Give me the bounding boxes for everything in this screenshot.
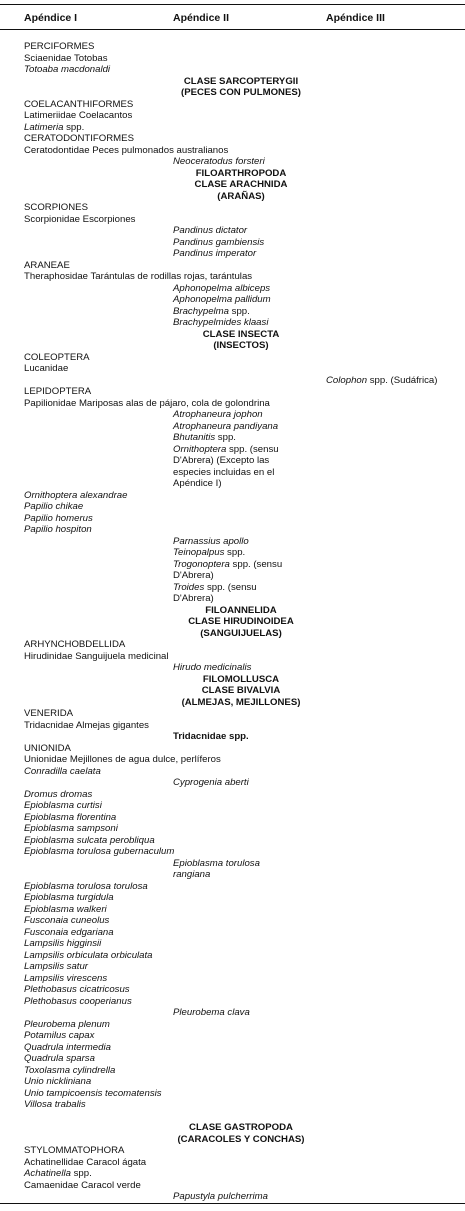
appendix-1-entry: Achatinellidae Caracol ágata: [24, 1156, 147, 1168]
table-row: [0, 835, 465, 847]
table-row: [0, 685, 465, 697]
appendix-2-entry: Pandinus gambiensis: [173, 236, 265, 248]
appendix-2-entry: Epioblasma torulosa: [173, 857, 260, 869]
table-row: [0, 145, 465, 157]
table-row: [0, 202, 465, 214]
appendix-1-entry: Epioblasma florentina: [24, 811, 117, 823]
appendix-2-entry: D'Abrera): [173, 570, 214, 581]
taxon-name: Ornithoptera: [173, 443, 227, 455]
appendix-1-entry: Toxolasma cylindrella: [24, 1064, 116, 1076]
appendix-2-entry: rangiana: [173, 869, 211, 880]
appendix-1-entry: ARANEAE: [24, 259, 70, 271]
table-row: [0, 616, 465, 628]
appendix-2-entry: especies incluidas en el: [173, 466, 275, 478]
taxon-suffix: spp.: [224, 547, 246, 558]
table-row: [0, 973, 465, 985]
appendix-1-entry: Totoaba macdonaldi: [24, 64, 111, 75]
taxon-name: Colophon: [326, 374, 368, 386]
table-row: [0, 731, 465, 743]
taxon-name: Latimeria: [24, 121, 64, 133]
table-row: [0, 214, 465, 226]
table-row: [0, 1042, 465, 1054]
appendix-2-entry: D'Abrera): [173, 593, 214, 604]
taxon-name: Teinopalpus: [173, 547, 225, 558]
table-row: [0, 1007, 465, 1019]
table-row: [0, 455, 465, 467]
table-bottom-rule: [0, 1203, 465, 1204]
table-row: [0, 1122, 465, 1134]
table-row: [0, 386, 465, 398]
table-row: [0, 375, 465, 387]
table-row: [0, 628, 465, 640]
table-row: [0, 582, 465, 594]
appendix-2-entry: [173, 582, 257, 594]
table-row: [0, 938, 465, 950]
table-row: [0, 478, 465, 490]
table-row: [0, 329, 465, 341]
table-row: [0, 53, 465, 65]
taxon-suffix: spp. (sensu: [229, 558, 283, 570]
table-row: [0, 777, 465, 789]
appendix-1-entry: ARHYNCHOBDELLIDA: [24, 639, 126, 650]
class-heading: (PECES CON PULMONES): [181, 87, 301, 98]
table-row: [0, 306, 465, 318]
table-row: [0, 881, 465, 893]
table-header: [0, 0, 465, 28]
table-row: [0, 1099, 465, 1111]
table-row: [0, 904, 465, 916]
appendix-1-entry: Plethobasus cicatricosus: [24, 984, 130, 995]
table-row: [0, 260, 465, 272]
appendix-2-entry: Atrophaneura pandiyana: [173, 420, 279, 432]
appendix-2-entry: [173, 306, 250, 318]
header-appendix-3: Apéndice III: [326, 12, 385, 24]
table-row: [0, 1065, 465, 1077]
taxon-suffix: spp.: [70, 1168, 92, 1179]
taxon-name: Achatinella: [24, 1168, 71, 1179]
table-row: [0, 605, 465, 617]
appendix-1-entry: UNIONIDA: [24, 742, 71, 754]
appendix-1-entry: Lampsilis satur: [24, 961, 88, 972]
appendix-2-entry: Atrophaneura jophon: [173, 409, 263, 420]
table-row: [0, 593, 465, 605]
table-row: [0, 915, 465, 927]
table-row: [0, 340, 465, 352]
class-heading: (ALMEJAS, MEJILLONES): [181, 696, 301, 708]
table-row: [0, 1168, 465, 1180]
table-row: [0, 409, 465, 421]
table-row: [0, 662, 465, 674]
taxon-suffix: spp. (sensu: [226, 443, 279, 455]
taxon-suffix: spp. (Sudáfrica): [367, 374, 438, 386]
table-row: [0, 179, 465, 191]
class-heading: CLASE INSECTA: [202, 328, 280, 340]
appendix-1-entry: Lampsilis orbiculata orbiculata: [24, 949, 153, 961]
appendix-2-entry: D'Abrera) (Excepto las: [173, 455, 270, 466]
table-row: [0, 524, 465, 536]
table-row: [0, 317, 465, 329]
appendix-1-entry: STYLOMMATOPHORA: [24, 1145, 125, 1156]
class-heading: CLASE GASTROPODA: [189, 1122, 293, 1133]
table-row: [0, 950, 465, 962]
appendix-1-entry: Papilionidae Mariposas alas de pájaro, cola de golondrina: [24, 397, 270, 409]
table-row: [0, 271, 465, 283]
table-row: [0, 536, 465, 548]
taxon-suffix: spp.: [215, 432, 236, 443]
table-row: [0, 789, 465, 801]
taxon-name: Brachypelma: [173, 305, 229, 317]
table-row: [0, 743, 465, 755]
appendix-1-entry: Fusconaia cuneolus: [24, 915, 110, 926]
table-row: [0, 984, 465, 996]
table-row: [0, 846, 465, 858]
taxon-name: Trogonoptera: [173, 558, 230, 570]
table-row: [0, 812, 465, 824]
table-row: [0, 823, 465, 835]
appendix-1-entry: Ceratodontidae Peces pulmonados australianos: [24, 144, 229, 156]
table-row: [0, 1030, 465, 1042]
table-row: [0, 547, 465, 559]
table-row: [0, 352, 465, 364]
appendix-1-entry: SCORPIONES: [24, 202, 88, 213]
appendix-1-entry: Hirudinidae Sanguijuela medicinal: [24, 650, 169, 662]
table-row: [0, 639, 465, 651]
appendix-1-entry: Papilio chikae: [24, 501, 84, 512]
table-row: [0, 674, 465, 686]
class-heading: CLASE BIVALVIA: [201, 685, 281, 696]
table-row: [0, 1076, 465, 1088]
appendix-1-entry: LEPIDOPTERA: [24, 386, 92, 397]
table-row: [0, 1157, 465, 1169]
table-row: [0, 490, 465, 502]
header-rule: [0, 29, 465, 30]
appendix-2-entry: Tridacnidae spp.: [173, 731, 249, 742]
appendix-1-entry: COELACANTHIFORMES: [24, 98, 134, 110]
table-row: [0, 513, 465, 525]
table-row: [0, 363, 465, 375]
table-row: [0, 697, 465, 709]
table-row: [0, 64, 465, 76]
appendix-1-entry: Fusconaia edgariana: [24, 926, 114, 938]
table-row: [0, 87, 465, 99]
table-row: [0, 237, 465, 249]
appendix-1-entry: Conradilla caelata: [24, 765, 101, 777]
appendix-2-entry: Pleurobema clava: [173, 1007, 250, 1018]
table-row: [0, 570, 465, 582]
table-row: [0, 766, 465, 778]
appendix-1-entry: COLEOPTERA: [24, 351, 90, 363]
table-row: [0, 1019, 465, 1031]
appendix-1-entry: Camaenidae Caracol verde: [24, 1179, 141, 1191]
table-row: [0, 1111, 465, 1123]
table-row: [0, 927, 465, 939]
appendix-2-entry: Aphonopelma pallidum: [173, 294, 271, 305]
appendix-2-entry: Apéndice I): [173, 478, 222, 489]
header-appendix-2: Apéndice II: [173, 12, 230, 24]
appendix-2-entry: Hirudo medicinalis: [173, 662, 252, 673]
appendix-2-entry: Pandinus dictator: [173, 225, 248, 236]
table-row: [0, 191, 465, 203]
table-row: [0, 1191, 465, 1203]
appendix-1-entry: Epioblasma torulosa gubernaculum: [24, 846, 175, 857]
table-row: [0, 432, 465, 444]
appendix-1-entry: Potamilus capax: [24, 1030, 95, 1041]
table-row: [0, 961, 465, 973]
appendix-1-entry: CERATODONTIFORMES: [24, 133, 134, 144]
appendix-1-entry: Unio tampicoensis tecomatensis: [24, 1087, 162, 1099]
appendix-1-entry: Quadrula intermedia: [24, 1041, 111, 1053]
class-heading: (INSECTOS): [213, 340, 269, 351]
table-row: [0, 133, 465, 145]
appendix-2-entry: Brachypelmides klaasi: [173, 317, 269, 328]
table-row: [0, 99, 465, 111]
table-row: [0, 398, 465, 410]
appendix-1-entry: Sciaenidae Totobas: [24, 52, 108, 64]
appendix-2-entry: Cyprogenia aberti: [173, 777, 249, 788]
appendix-2-entry: [173, 444, 279, 456]
appendix-1-entry: Dromus dromas: [24, 788, 93, 800]
appendix-1-entry: Epioblasma curtisi: [24, 800, 102, 811]
table-row: [0, 651, 465, 663]
table-row: [0, 1134, 465, 1146]
appendix-2-entry: Pandinus imperator: [173, 248, 257, 259]
appendix-2-entry: Aphonopelma albiceps: [173, 282, 271, 294]
appendix-1-entry: PERCIFORMES: [24, 41, 95, 52]
appendix-1-entry: Epioblasma torulosa torulosa: [24, 880, 148, 892]
appendix-2-entry: Papustyla pulcherrima: [173, 1191, 268, 1202]
appendix-2-entry: [173, 559, 282, 571]
table-row: [0, 444, 465, 456]
class-heading: (SANGUIJUELAS): [200, 627, 282, 639]
appendix-1-entry: Lampsilis virescens: [24, 972, 108, 984]
table-row: [0, 294, 465, 306]
table-row: [0, 869, 465, 881]
appendix-2-entry: Neoceratodus forsteri: [173, 156, 265, 167]
appendix-3-entry: [326, 375, 437, 387]
table-row: [0, 720, 465, 732]
table-row: [0, 283, 465, 295]
appendix-1-entry: Epioblasma walkeri: [24, 903, 107, 915]
class-heading: CLASE SARCOPTERYGII: [183, 75, 299, 87]
table-row: [0, 122, 465, 134]
appendix-1-entry: Lucanidae: [24, 363, 69, 374]
class-heading: FILOANNELIDA: [205, 604, 277, 616]
table-row: [0, 1180, 465, 1192]
table-row: [0, 156, 465, 168]
appendix-1-entry: [24, 122, 84, 134]
appendix-1-entry: Pleurobema plenum: [24, 1018, 110, 1030]
species-table-body: [0, 41, 465, 1203]
appendix-1-entry: Papilio hospiton: [24, 524, 92, 535]
taxon-suffix: spp.: [229, 305, 250, 317]
header-appendix-1: Apéndice I: [24, 12, 78, 24]
appendix-1-entry: Epioblasma sampsoni: [24, 823, 118, 834]
appendix-1-entry: Unio nickliniana: [24, 1076, 92, 1087]
class-heading: (ARAÑAS): [217, 190, 265, 202]
table-row: [0, 225, 465, 237]
table-row: [0, 708, 465, 720]
appendix-1-entry: Quadrula sparsa: [24, 1053, 95, 1064]
class-heading: FILOARTHROPODA: [195, 167, 287, 179]
table-row: [0, 754, 465, 766]
table-row: [0, 800, 465, 812]
table-row: [0, 248, 465, 260]
table-row: [0, 41, 465, 53]
table-row: [0, 1053, 465, 1065]
class-heading: FILOMOLLUSCA: [202, 673, 280, 685]
appendix-1-entry: VENERIDA: [24, 708, 74, 719]
appendix-2-entry: [173, 432, 236, 444]
taxon-name: Troides: [173, 581, 205, 593]
table-row: [0, 76, 465, 88]
appendix-1-entry: [24, 1168, 92, 1180]
appendix-1-entry: Lampsilis higginsii: [24, 938, 102, 949]
appendix-1-entry: Villosa trabalis: [24, 1099, 86, 1110]
appendix-1-entry: Unionidae Mejillones de agua dulce, perlíferos: [24, 754, 221, 765]
appendix-1-entry: Theraphosidae Tarántulas de rodillas rojas, tarántulas: [24, 271, 253, 282]
appendix-1-entry: Ornithoptera alexandrae: [24, 489, 128, 501]
table-row: [0, 858, 465, 870]
appendix-1-entry: Scorpionidae Escorpiones: [24, 213, 136, 225]
appendix-1-entry: Epioblasma turgidula: [24, 892, 114, 903]
appendix-1-entry: Plethobasus cooperianus: [24, 995, 132, 1007]
table-row: [0, 996, 465, 1008]
appendix-1-entry: Epioblasma sulcata perobliqua: [24, 834, 155, 846]
appendix-1-entry: Papilio homerus: [24, 512, 93, 524]
table-row: [0, 467, 465, 479]
table-row: [0, 421, 465, 433]
appendix-1-entry: Latimeriidae Coelacantos: [24, 110, 133, 121]
table-row: [0, 559, 465, 571]
class-heading: CLASE HIRUDINOIDEA: [188, 616, 294, 627]
taxon-suffix: spp. (sensu: [204, 581, 257, 593]
appendix-2-entry: Parnassius apollo: [173, 535, 249, 547]
class-heading: (CARACOLES Y CONCHAS): [177, 1133, 305, 1145]
table-row: [0, 110, 465, 122]
class-heading: CLASE ARACHNIDA: [194, 179, 288, 190]
taxon-suffix: spp.: [63, 121, 85, 133]
table-row: [0, 1088, 465, 1100]
appendix-1-entry: Tridacnidae Almejas gigantes: [24, 719, 149, 731]
table-row: [0, 892, 465, 904]
appendix-2-entry: [173, 547, 245, 559]
table-row: [0, 501, 465, 513]
table-row: [0, 1145, 465, 1157]
taxon-name: Bhutanitis: [173, 432, 216, 443]
table-row: [0, 168, 465, 180]
